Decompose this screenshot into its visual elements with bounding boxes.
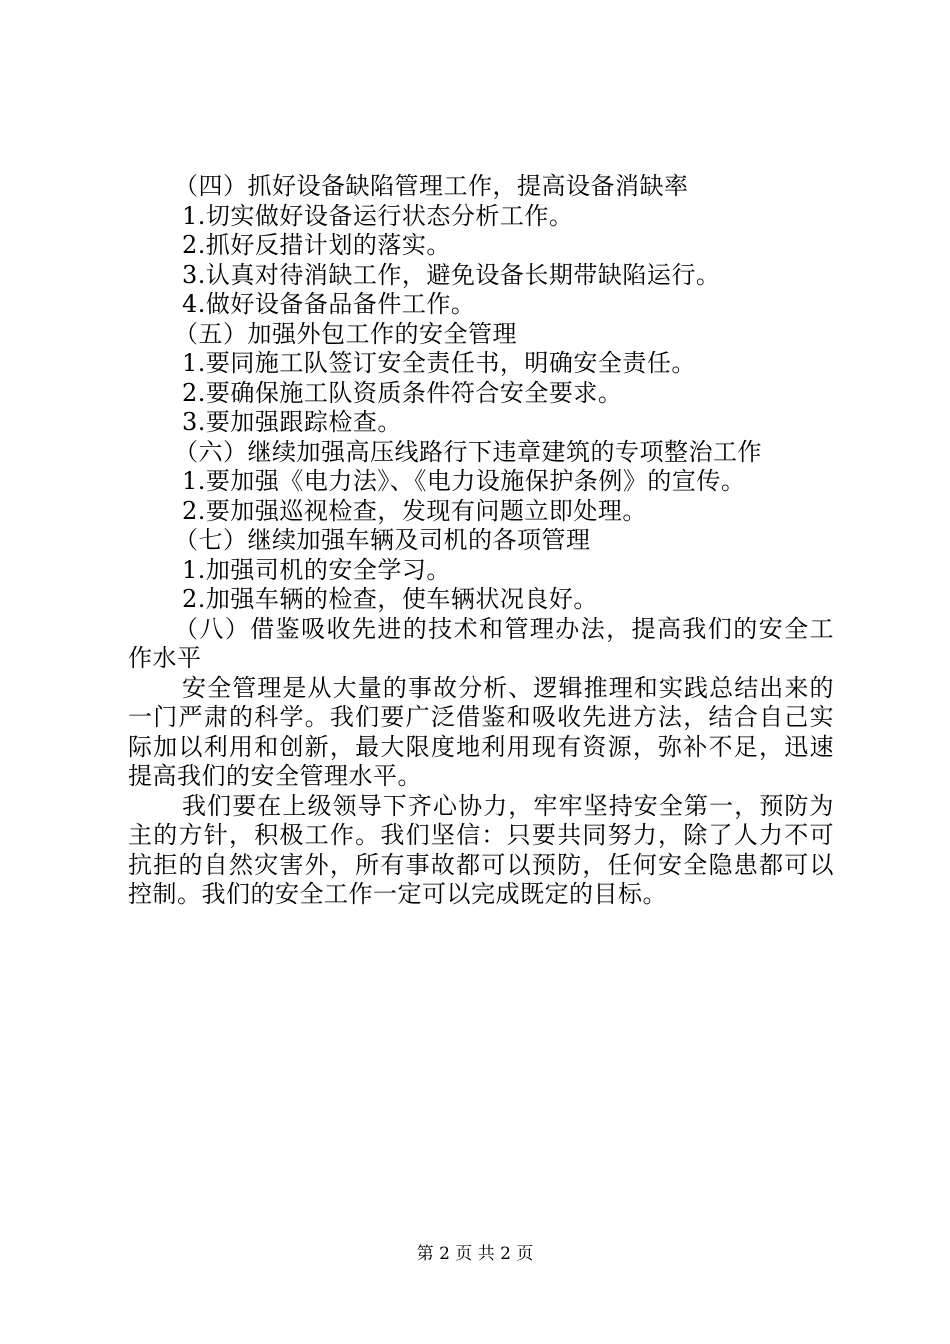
- section-heading-5: （五）加强外包工作的安全管理: [174, 319, 517, 348]
- list-item: 1.加强司机的安全学习。: [182, 555, 451, 584]
- list-item: 3.要加强跟踪检查。: [182, 408, 402, 436]
- list-item: 4.做好设备备品备件工作。: [182, 290, 476, 318]
- list-item: 2.加强车辆的检查，使车辆状况良好。: [182, 585, 598, 613]
- section-heading-8: （八）借鉴吸收先进的技术和管理办法，提高我们的安全工作水平: [128, 614, 834, 672]
- page-number-footer: 第 2 页 共 2 页: [416, 1244, 534, 1264]
- list-item: 3.认真对待消缺工作，避免设备长期带缺陷运行。: [182, 260, 721, 289]
- list-item: 1.切实做好设备运行状态分析工作。: [182, 201, 574, 230]
- section-heading-6: （六）继续加强高压线路行下违章建筑的专项整治工作: [174, 437, 762, 466]
- document-body: [128, 172, 834, 910]
- list-item: 2.要确保施工队资质条件符合安全要求。: [182, 378, 623, 407]
- list-item: 2.要加强巡视检查，发现有问题立即处理。: [182, 496, 647, 525]
- section-heading-4: （四）抓好设备缺陷管理工作，提高设备消缺率: [174, 172, 689, 200]
- list-item: 1.要加强《电力法》、《电力设施保护条例》的宣传。: [182, 467, 746, 495]
- body-paragraph-1: 安全管理是从大量的事故分析、逻辑推理和实践总结出来的一门严肃的科学。我们要广泛借鉴和吸收先进方法，结合自己实际加以利用和创新，最大限度地利用现有资源，弥补不足，迅速提高我们的安全管理水平。: [128, 673, 834, 790]
- section-heading-7: （七）继续加强车辆及司机的各项管理: [174, 526, 591, 554]
- list-item: 2.抓好反措计划的落实。: [182, 231, 451, 259]
- list-item: 1.要同施工队签订安全责任书，明确安全责任。: [182, 349, 696, 377]
- body-paragraph-2: 我们要在上级领导下齐心协力，牢牢坚持安全第一，预防为主的方针，积极工作。我们坚信：只要共同努力，除了人力不可抗拒的自然灾害外，所有事故都可以预防，任何安全隐患都可以控制。我们的安全工作一定可以完成既定的目标。: [128, 791, 834, 908]
